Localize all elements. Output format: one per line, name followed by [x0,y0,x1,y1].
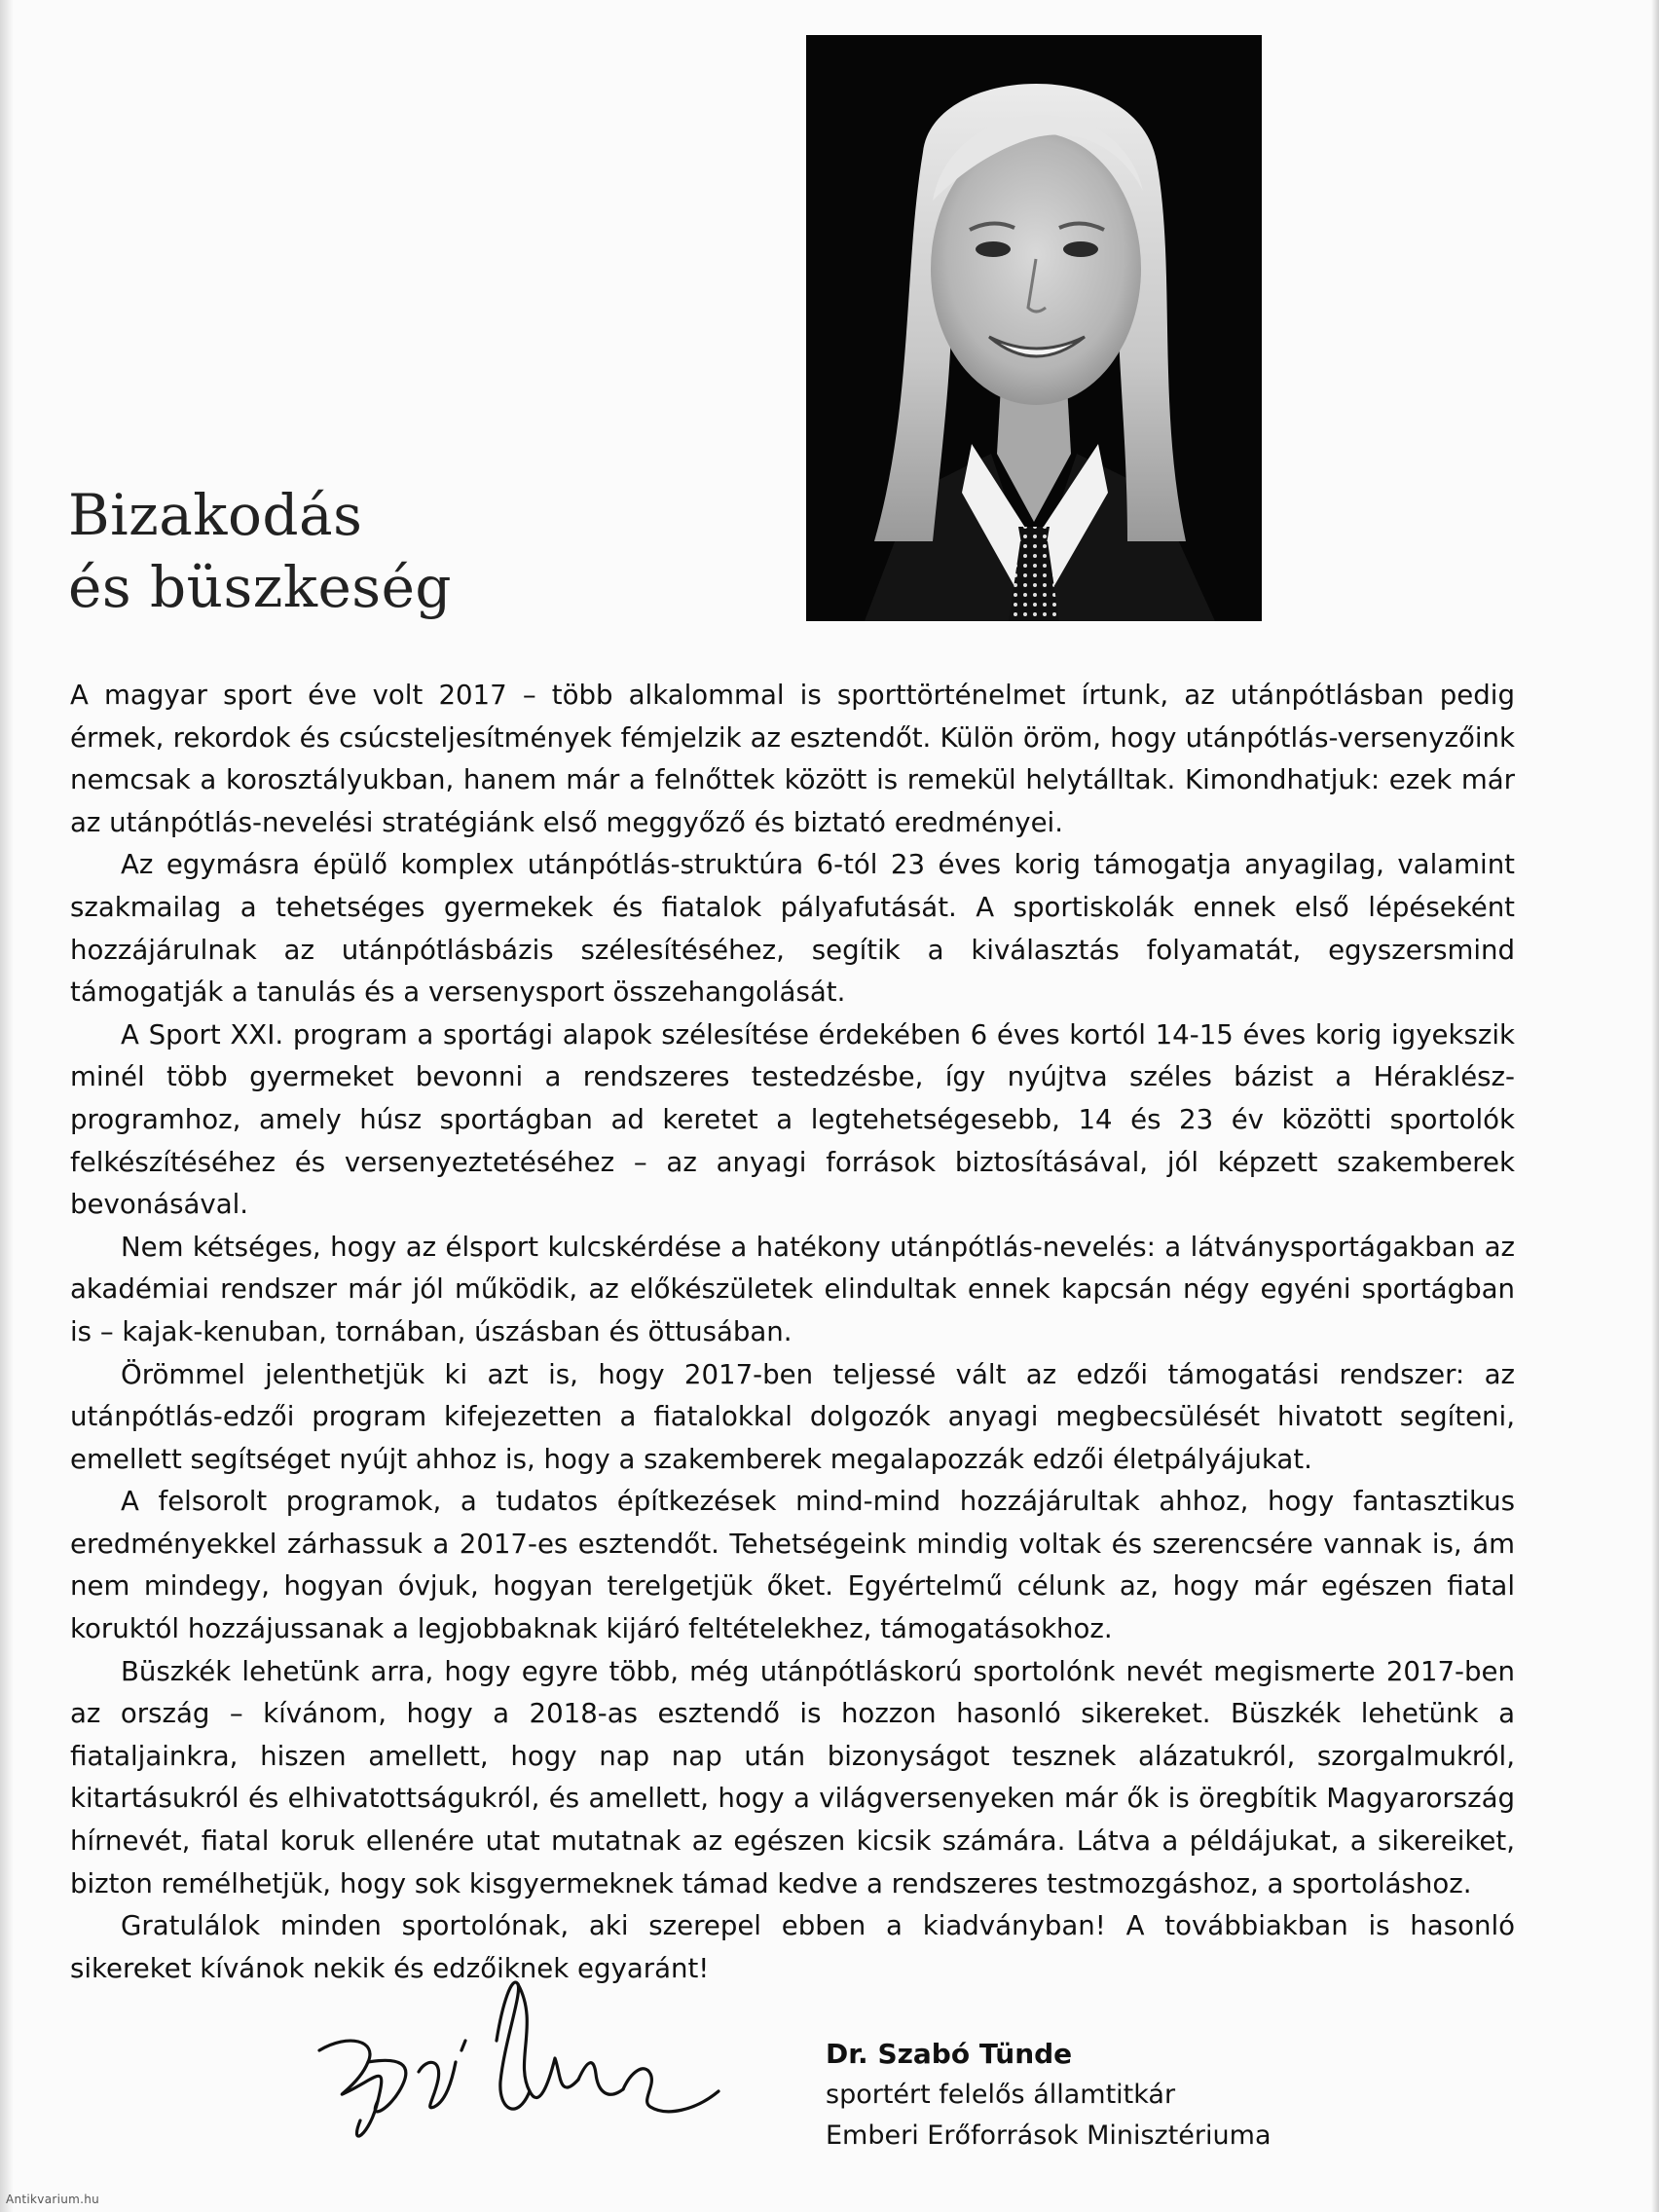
watermark: Antikvarium.hu [6,2193,100,2206]
title-line-1: Bizakodás [68,482,363,548]
paragraph-1: A magyar sport éve volt 2017 – több alkalommal is sporttörténelmet írtunk, az utánpótlásban pedig érmek, rekordok és csúcsteljesítmények fémjelzik az esztendőt. Külön öröm, hogy utánpótlás-versenyzőink nemcsak a korosztályukban, hanem már a felnőttek között is remekül helytálltak. Kimondhatjuk: ezek már az utánpótlás-nevelési stratégiánk első meggyőző és biztató eredményei. [70,679,1515,838]
paragraph-5: Örömmel jelenthetjük ki azt is, hogy 2017-ben teljessé vált az edzői támogatási rendszer: az utánpótlás-edzői program kifejezetten a fiatalokkal dolgozók anyagi megbecsülését hivatott segíteni, emellett segítséget nyújt ahhoz is, hogy a szakemberek megalapozzák edzői életpályájukat. [70,1357,1515,1475]
article-title [68,479,452,623]
paragraph-6: A felsorolt programok, a tudatos építkezések mind-mind hozzájárultak ahhoz, hogy fantasztikus eredményekkel zárhassuk a 2017-es esztendőt. Tehetségeink mindig voltak és szerencsére vannak is, ám nem mindegy, hogyan óvjuk, hogyan terelgetjük őket. Egyértelmű célunk az, hogy már egészen fiatal koruktól hozzájussanak a legjobbaknak kijáró feltételekhez, támogatásokhoz. [70,1485,1515,1645]
signer-name: Dr. Szabó Tünde [826,2038,1073,2070]
paragraph-4: Nem kétséges, hogy az élsport kulcskérdése a hatékony utánpótlás-nevelés: a látványsportágakban az akadémiai rendszer már jól működik, az előkészületek elindultak ennek kapcsán négy egyéni sportágban is – kajak-kenuban, tornában, úszásban és öttusában. [70,1230,1515,1347]
paragraph-8: Gratulálok minden sportolónak, aki szerepel ebben a kiadványban! A továbbiakban is hasonló sikereket kívánok nekik és edzőiknek egyaránt! [70,1909,1515,1984]
page-edge-shadow [0,0,14,2212]
page-edge-shadow-right [1651,0,1659,2212]
article-body [70,674,1515,1989]
paragraph-2: Az egymásra épülő komplex utánpótlás-struktúra 6-tól 23 éves korig támogatja anyagilag, valamint szakmailag a tehetséges gyermekek és fiatalok pályafutását. A sportiskolák ennek első lépéseként hozzájárulnak az utánpótlásbázis szélesítéséhez, segítik a kiválasztás folyamatát, egyszersmind támogatják a tanulás és a versenysport összehangolását. [70,848,1515,1009]
signer-role: sportért felelős államtitkár [826,2080,1176,2110]
paragraph-7: Büszkék lehetünk arra, hogy egyre több, még utánpótláskorú sportolónk nevét megismerte 2017-ben az ország – kívánom, hogy a 2018-as esztendő is hozzon hasonló sikereket. Büszkék lehetünk a fiataljainkra, hiszen amellett, hogy nap nap után bizonyságot tesznek alázatukról, szorgalmukról, kitartásukról és elhivatottságukról, és amellett, hogy a világversenyeken már ők is öregbítik Magyarország hírnevét, fiatal koruk ellenére utat mutatnak az egészen kicsik számára. Látva a példájukat, a sikereiket, bizton remélhetjük, hogy sok kisgyermeknek támad kedve a rendszeres testmozgáshoz, a sportoláshoz. [70,1654,1515,1899]
handwritten-signature [310,1965,796,2198]
signer-ministry: Emberi Erőforrások Minisztériuma [826,2120,1272,2151]
paragraph-3: A Sport XXI. program a sportági alapok szélesítése érdekében 6 éves kortól 14-15 éves korig igyekszik minél több gyermeket bevonni a rendszeres testedzésbe, így nyújtva széles bázist a Héraklész-programhoz, amely húsz sportágban ad keretet a legtehetségesebb, 14 és 23 év közötti sportolók felkészítéséhez és versenyeztetéséhez – az anyagi források biztosításával, jól képzett szakemberek bevonásával. [70,1017,1515,1221]
title-line-2: és büszkeség [68,554,453,620]
portrait-photo [806,35,1262,621]
